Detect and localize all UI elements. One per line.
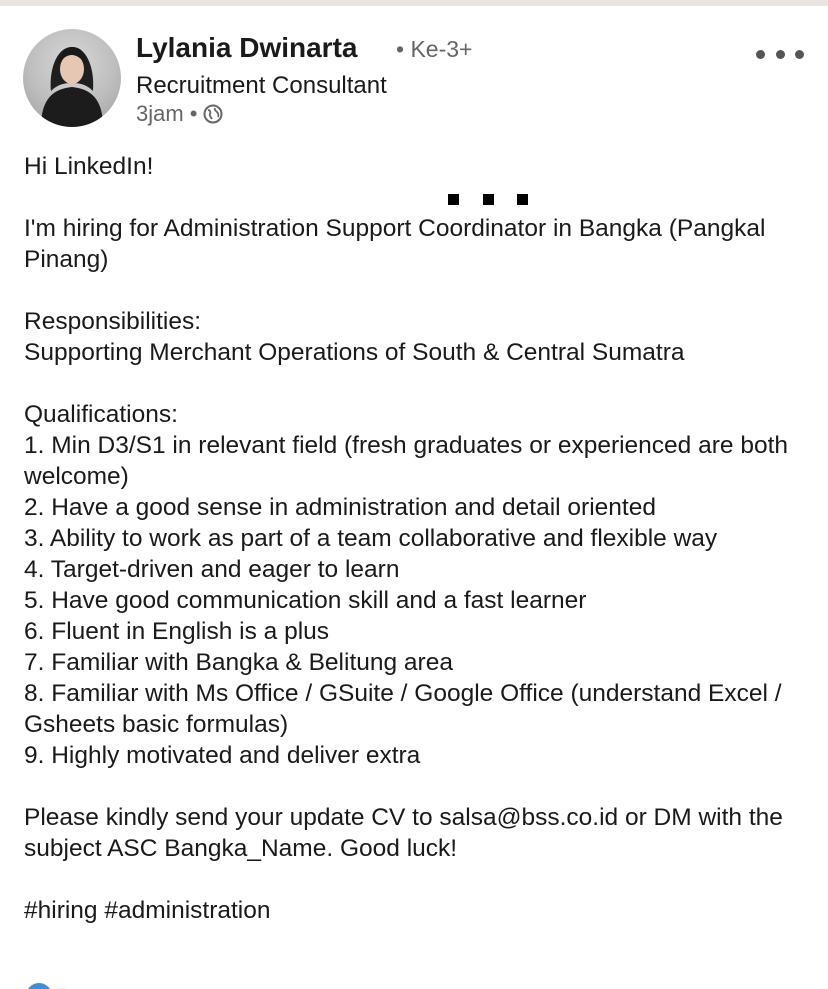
post-text [24, 151, 814, 926]
qualification-item: 2. Have a good sense in administration and detail oriented [24, 494, 656, 521]
qualification-item: 9. Highly motivated and deliver extra [24, 742, 421, 769]
author-name[interactable]: Lylania Dwinarta [136, 32, 358, 63]
qualification-item: 6. Fluent in English is a plus [24, 618, 330, 645]
more-horizontal-icon [776, 50, 785, 59]
qualification-item: 4. Target-driven and eager to learn [24, 556, 400, 583]
qualification-item: 3. Ability to work as part of a team collaborative and flexible way [24, 525, 718, 552]
qualification-item: 8. Familiar with Ms Office / GSuite / Google Office (understand Excel / Gsheets basic formulas) [24, 680, 789, 738]
author-avatar[interactable] [23, 29, 121, 127]
qualification-item: 7. Familiar with Bangka & Belitung area [24, 649, 453, 676]
post-hashtags[interactable]: #hiring #administration [24, 897, 271, 924]
responsibilities-text: Supporting Merchant Operations of South & Central Sumatra [24, 339, 685, 366]
like-reaction-icon[interactable] [26, 983, 52, 989]
author-headline: Recruitment Consultant [136, 72, 387, 99]
qualification-item: 5. Have good communication skill and a fast learner [24, 587, 587, 614]
more-horizontal-icon [795, 50, 804, 59]
globe-icon [203, 104, 223, 124]
qualifications-heading: Qualifications: [24, 401, 178, 428]
post-time: 3jam [136, 101, 184, 126]
qualification-item: 1. Min D3/S1 in relevant field (fresh graduates or experienced are both welcome) [24, 432, 795, 490]
post-meta [136, 101, 223, 127]
meta-separator: • [189, 101, 198, 126]
more-horizontal-icon [756, 50, 765, 59]
avatar-image [23, 29, 121, 127]
more-options-button[interactable] [756, 42, 804, 66]
feed-post [0, 6, 828, 989]
post-intro: I'm hiring for Administration Support Coordinator in Bangka (Pangkal Pinang) [24, 215, 773, 273]
post-greeting: Hi LinkedIn! [24, 153, 154, 180]
post-cta: Please kindly send your update CV to salsa@bss.co.id or DM with the subject ASC Bangka_Name. Good luck! [24, 804, 790, 862]
connection-degree: • Ke-3+ [396, 36, 473, 62]
responsibilities-heading: Responsibilities: [24, 308, 202, 335]
